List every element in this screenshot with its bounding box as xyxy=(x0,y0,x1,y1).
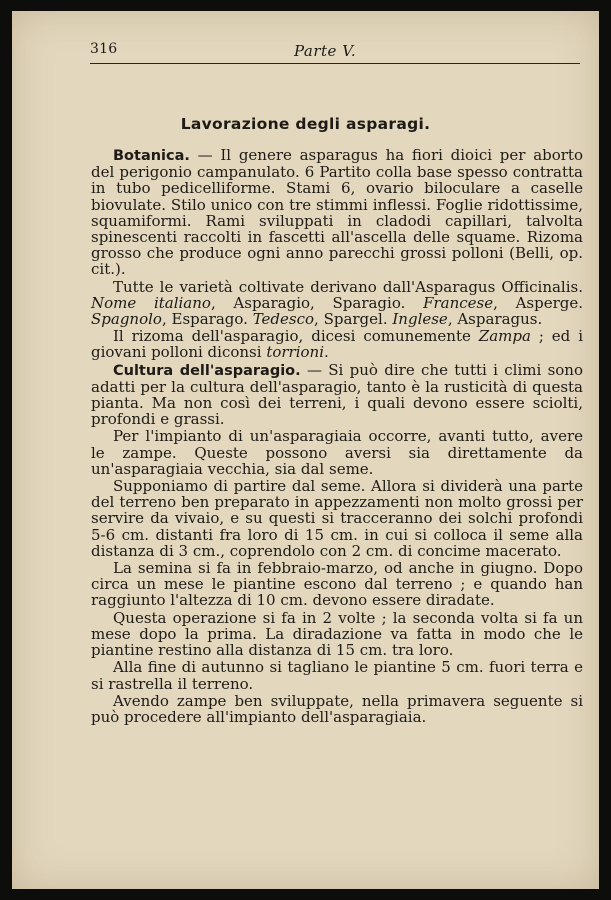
paragraph-semina: La semina si fa in febbraio-marzo, od anche in giugno. Dopo circa un mese le piantine escono dal terreno ; e quando han raggiunto l'altezza di 10 cm. devono essere diradate. xyxy=(91,559,583,610)
italic-term: Tedesco xyxy=(252,310,315,329)
section-title: Lavorazione degli asparagi. xyxy=(180,115,431,133)
page-header xyxy=(90,41,580,59)
paragraph-diradazione: Questa operazione si fa in 2 volte ; la seconda volta si fa un mese dopo la prima. La diradazione va fatta in modo che le piantine restino alla distanza di 15 cm. tra loro. xyxy=(91,608,583,660)
paragraph-autunno: Alla fine di autunno si tagliano le piantine 5 cm. fuori terra e si rastrella il terreno. xyxy=(91,658,583,693)
header-rule xyxy=(90,63,580,64)
paragraph-text: , Asparagus. xyxy=(447,310,543,329)
italic-term: Zampa xyxy=(478,327,531,346)
page-body xyxy=(91,147,583,725)
paragraph-primavera: Avendo zampe ben sviluppate, nella primavera seguente si può procedere all'impianto dell'asparagiaia. xyxy=(91,691,583,726)
paragraph-text: Il rizoma dell'asparagio, dicesi comunemente xyxy=(113,327,479,346)
paragraph-text: Tutte le varietà coltivate derivano dall'Asparagus Officinalis. xyxy=(113,277,583,296)
italic-term: Inglese xyxy=(392,310,448,329)
paragraph-botanica xyxy=(91,147,583,278)
paragraph-text: , Esparago. xyxy=(161,310,253,329)
running-head: Parte V. xyxy=(294,42,357,60)
paragraph-text: — Il genere asparagus ha fiori dioici per aborto del perigonio campanulato. 6 Partito colla base spesso contratta in tubo pedicelliforme. Stami 6, ovario biloculare a caselle biovulate. Stilo unico con tre stimmi inflessi. Foglie ridottissime, squamiformi. Rami sviluppati in cladodi capillari, talvolta spinescenti raccolti in fascetti all'ascella delle squame. Rizoma grosso che produce ogni anno parecchi grossi polloni (Belli, op. cit.). xyxy=(91,146,583,279)
italic-term: Spagnolo xyxy=(91,310,162,329)
paragraph-impianto: Per l'impianto di un'asparagiaia occorre, avanti tutto, avere le zampe. Queste possono aversi sia direttamente da un'asparagiaia vecchia, sia dal seme. xyxy=(91,427,583,478)
paragraph-text: , Asperge. xyxy=(493,293,583,312)
paragraph-text: , Spargel. xyxy=(314,310,393,329)
paragraph-text: , Asparagio, Sparagio. xyxy=(210,293,424,312)
paragraph-text: — Si può dire che tutti i climi sono adatti per la cultura dell'asparagio, tanto è la rusticità di questa pianta. Ma non così dei terreni, i quali devono essere sciolti, profondi e grassi. xyxy=(91,360,583,429)
paragraph-rizoma xyxy=(91,328,583,360)
paragraph-text: ; ed i giovani polloni diconsi xyxy=(91,327,583,362)
italic-term: Nome italiano xyxy=(91,293,211,312)
paragraph-text: . xyxy=(324,343,329,362)
paragraph-varieties xyxy=(91,279,583,328)
italic-term: torrioni xyxy=(266,343,324,362)
paragraph-seme: Supponiamo di partire dal seme. Allora si dividerà una parte del terreno ben preparato in appezzamenti non molto grossi per servire da vivaio, e su questi si tracceranno dei solchi profondi 5-6 cm. distanti fra loro di 15 cm. in cui si colloca il seme alla distanza di 3 cm., coprendolo con 2 cm. di concime macerato. xyxy=(91,477,583,560)
paragraph-heading: Cultura dell'asparagio. xyxy=(113,362,301,379)
page-number: 316 xyxy=(90,41,118,57)
paragraph-heading: Botanica. xyxy=(113,148,190,164)
book-page xyxy=(12,11,599,889)
italic-term: Francese xyxy=(423,293,494,312)
paragraph-cultura xyxy=(91,362,583,428)
